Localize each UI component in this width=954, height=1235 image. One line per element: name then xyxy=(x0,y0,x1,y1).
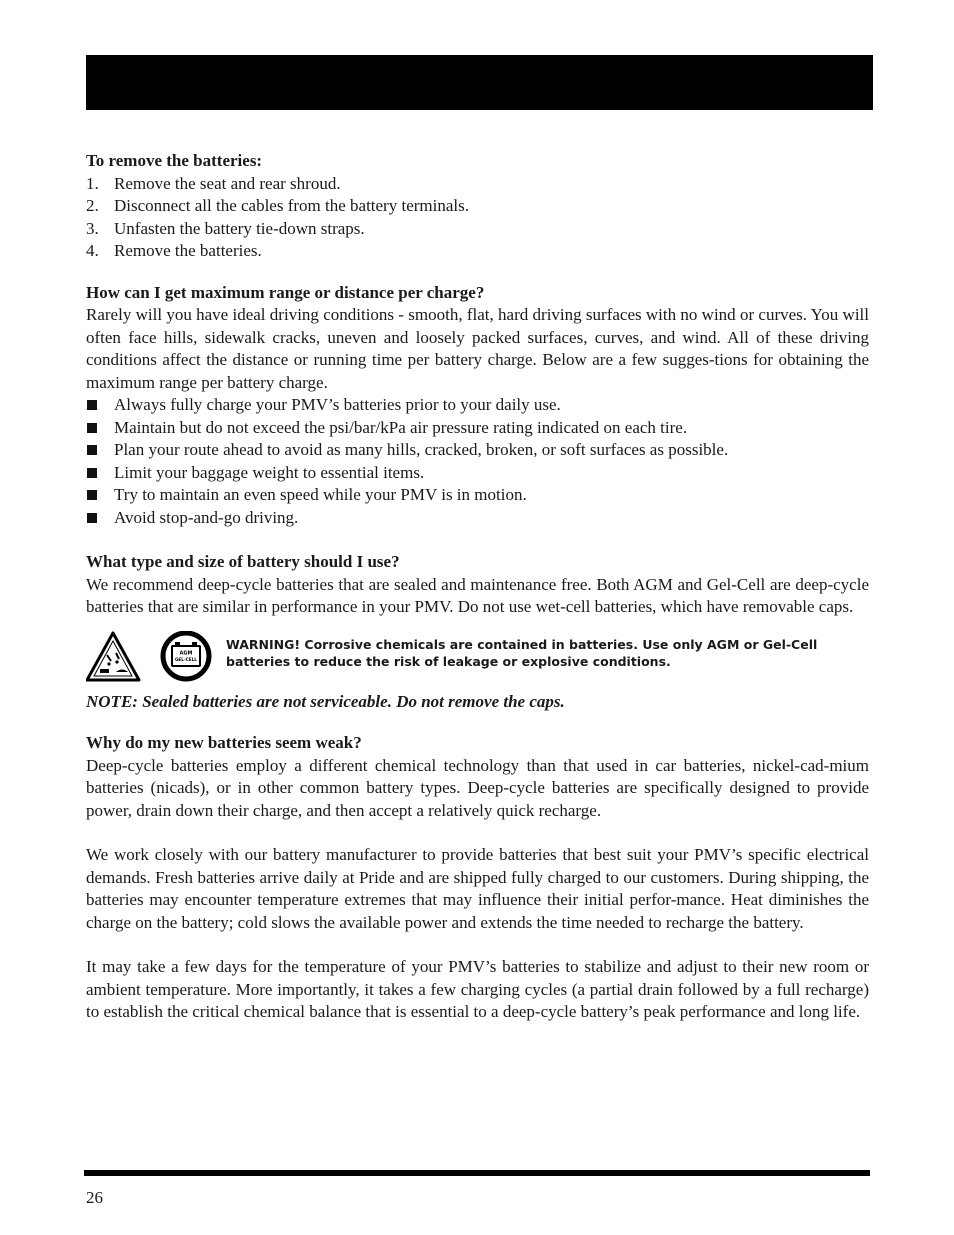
battery-icon-label-agm: AGM xyxy=(179,650,193,656)
list-item xyxy=(86,218,869,241)
bullet-square-icon xyxy=(87,400,97,410)
list-item xyxy=(86,507,869,530)
warning-text: WARNING! Corrosive chemicals are contained in batteries. Use only AGM or Gel-Cell batteries to reduce the risk of leakage or explosive conditions. xyxy=(226,636,818,669)
list-item xyxy=(86,484,869,507)
step-text: Disconnect all the cables from the battery terminals. xyxy=(114,196,469,215)
corrosive-warning-icon xyxy=(87,633,139,680)
battery-icon-label-gel: GEL-CELL xyxy=(175,656,197,662)
note-text: NOTE: Sealed batteries are not serviceable. Do not remove the caps. xyxy=(86,691,565,711)
battery-type-body: We recommend deep-cycle batteries that are sealed and maintenance free. Both AGM and Gel-Cell are deep-cycle batteries that are similar in performance in your PMV. Do not use wet-cell batteries, which have removable caps. xyxy=(86,574,869,616)
tip-text: Plan your route ahead to avoid as many hills, cracked, broken, or soft surfaces as possible. xyxy=(114,440,729,459)
range-intro: Rarely will you have ideal driving conditions - smooth, flat, hard driving surfaces with no wind or curves. You will often face hills, sidewalk cracks, uneven and loosely packed surfaces, curves, and wind. All of these driving conditions affect the distance or running time per battery charge. Below are a few sugges-tions for obtaining the maximum range per battery charge. xyxy=(86,305,869,392)
step-number: 1. xyxy=(86,173,99,193)
agm-battery-icon xyxy=(163,633,209,679)
remove-steps-list xyxy=(86,173,869,263)
range-tips-list xyxy=(86,394,869,529)
weak-paragraph-1: Deep-cycle batteries employ a different chemical technology than that used in car batteries, nickel-cad-mium batteries (nicads), or in other common battery types. Deep-cycle batteries are specifically designed to provide power, drain down their charge, and then accept a relatively quick recharge. xyxy=(86,755,869,820)
list-item xyxy=(86,173,869,196)
step-text: Remove the seat and rear shroud. xyxy=(114,173,341,193)
step-number: 4. xyxy=(86,241,99,260)
step-text: Remove the batteries. xyxy=(114,241,262,260)
bullet-square-icon xyxy=(87,445,97,455)
remove-heading: To remove the batteries: xyxy=(86,151,263,170)
bullet-square-icon xyxy=(87,513,97,523)
page-number: 26 xyxy=(86,1188,103,1207)
bullet-square-icon xyxy=(87,490,97,500)
list-item xyxy=(86,462,869,485)
range-heading: How can I get maximum range or distance per charge? xyxy=(86,282,485,302)
tip-text: Avoid stop-and-go driving. xyxy=(114,507,299,527)
step-number: 3. xyxy=(86,218,99,238)
weak-paragraph-2: We work closely with our battery manufacturer to provide batteries that best suit your PMV’s specific electrical demands. Fresh batteries arrive daily at Pride and are shipped fully charged to our customers. During shipping, the batteries may encounter temperature extremes that may influence their initial perfor-mance. Heat diminishes the charge on the battery; cold slows the available power and extends the time needed to recharge the battery. xyxy=(86,845,869,932)
battery-type-heading: What type and size of battery should I use? xyxy=(86,552,400,571)
warning-block xyxy=(86,631,869,683)
step-text: Unfasten the battery tie-down straps. xyxy=(114,218,365,238)
tip-text: Always fully charge your PMV’s batteries prior to your daily use. xyxy=(114,395,561,414)
tip-text: Try to maintain an even speed while your PMV is in motion. xyxy=(114,485,527,504)
list-item xyxy=(86,240,869,263)
tip-text: Limit your baggage weight to essential items. xyxy=(114,462,425,482)
step-number: 2. xyxy=(86,196,99,215)
page-content xyxy=(86,150,869,1024)
footer-rule xyxy=(84,1170,870,1176)
list-item xyxy=(86,439,869,462)
bullet-square-icon xyxy=(87,423,97,433)
bullet-square-icon xyxy=(87,468,97,478)
list-item xyxy=(86,394,869,417)
weak-paragraph-3: It may take a few days for the temperature of your PMV’s batteries to stabilize and adjust to their new room or ambient temperature. More importantly, it takes a few charging cycles (a partial drain followed by a full recharge) to establish the critical chemical balance that is essential to a deep-cycle battery’s peak performance and long life. xyxy=(86,957,869,1021)
list-item xyxy=(86,195,869,218)
header-bar xyxy=(86,55,873,110)
warning-icons xyxy=(86,631,214,690)
tip-text: Maintain but do not exceed the psi/bar/kPa air pressure rating indicated on each tire. xyxy=(114,417,688,437)
weak-heading: Why do my new batteries seem weak? xyxy=(86,733,362,752)
list-item xyxy=(86,417,869,440)
